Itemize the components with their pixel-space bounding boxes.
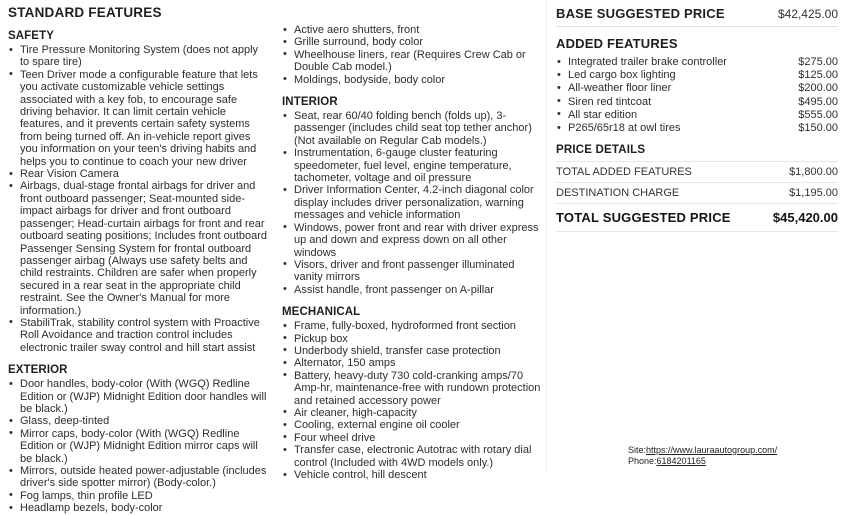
feature-item: • Glass, deep-tinted	[8, 415, 268, 427]
feature-item: • Visors, driver and front passenger illuminated vanity mirrors	[282, 259, 542, 284]
feature-list	[8, 378, 268, 514]
price-detail-row	[556, 162, 838, 183]
feature-item: • Airbags, dual-stage frontal airbags for driver and front outboard passenger; Seat-mounted side-impact airbags for driver and front outboard passenger; Head-curtain airbags for front and rear outboard seating positions; Includes front outboard Passenger Sensing System for frontal outboard passenger airbag (Always use safety belts and child restraints. Children are safer when properly secured in a rear seat in the appropriate child restraint. See the Owner's Manual for more information.)	[8, 180, 268, 316]
phone-line	[628, 456, 777, 467]
feature-item: • Teen Driver mode a configurable feature that lets you activate customizable vehicle settings associated with a key fob, to encourage safe driving behavior. It can limit certain vehicle features, and it prevents certain safety systems from being turned off. An in-vehicle report gives you information on your teen's driving habits and helps you to continue to coach your new driver	[8, 69, 268, 168]
feature-list	[8, 44, 268, 354]
added-feature-label: • All star edition	[556, 109, 637, 122]
feature-item: • Instrumentation, 6-gauge cluster featuring speedometer, fuel level, engine temperature, tachometer, voltage and oil pressure	[282, 147, 542, 184]
feature-item: • Fog lamps, thin profile LED	[8, 490, 268, 502]
feature-item: • Door handles, body-color (With (WGQ) Redline Edition or (WJP) Midnight Edition door handles will be black.)	[8, 378, 268, 415]
features-column-1-sections	[8, 30, 268, 515]
feature-item: • Four wheel drive	[282, 432, 542, 444]
feature-item: • Driver Information Center, 4.2-inch diagonal color display includes driver personalization, warning messages and vehicle information	[282, 184, 542, 221]
feature-item: • Vehicle control, hill descent	[282, 469, 542, 481]
feature-section	[8, 364, 268, 514]
added-feature-row	[556, 122, 838, 135]
column-divider	[546, 0, 547, 471]
features-column-2	[282, 5, 542, 481]
added-feature-label: • Integrated trailer brake controller	[556, 56, 727, 69]
added-features-heading: ADDED FEATURES	[556, 36, 678, 51]
added-feature-label: • All-weather floor liner	[556, 82, 671, 95]
feature-section	[282, 96, 542, 296]
feature-item: • Underbody shield, transfer case protection	[282, 345, 542, 357]
total-price-label: TOTAL SUGGESTED PRICE	[556, 210, 731, 226]
feature-item: • Air cleaner, high-capacity	[282, 407, 542, 419]
base-price-row	[556, 0, 838, 27]
added-feature-price: $150.00	[798, 122, 838, 135]
added-feature-price: $495.00	[798, 95, 838, 108]
feature-item: • Active aero shutters, front	[282, 24, 542, 36]
feature-list	[282, 320, 542, 481]
features-column-2-sections	[282, 24, 542, 481]
feature-item: • Transfer case, electronic Autotrac with rotary dial control (Included with 4WD models only.)	[282, 444, 542, 469]
feature-list	[282, 24, 542, 86]
dealer-contact	[628, 445, 777, 467]
total-price-value: $45,420.00	[772, 210, 838, 226]
added-features-list	[556, 56, 838, 135]
added-feature-price: $200.00	[798, 82, 838, 95]
feature-item: • Wheelhouse liners, rear (Requires Crew Cab or Double Cab model.)	[282, 49, 542, 74]
added-feature-price: $275.00	[798, 56, 838, 68]
added-feature-row	[556, 56, 838, 69]
price-detail-row	[556, 183, 838, 204]
feature-item: • Moldings, bodyside, body color	[282, 74, 542, 86]
price-detail-label: TOTAL ADDED FEATURES	[556, 166, 692, 179]
feature-item: • Tire Pressure Monitoring System (does not apply to spare tire)	[8, 44, 268, 69]
added-feature-price: $125.00	[798, 69, 838, 82]
feature-item: • Cooling, external engine oil cooler	[282, 419, 542, 431]
feature-item: • Battery, heavy-duty 730 cold-cranking amps/70 Amp-hr, maintenance-free with rundown protection and retained accessory power	[282, 370, 542, 407]
feature-item: • Mirrors, outside heated power-adjustable (includes driver's side spotter mirror) (Body-color.)	[8, 465, 268, 490]
feature-list	[282, 110, 542, 296]
price-details-heading: PRICE DETAILS	[556, 135, 838, 162]
site-link[interactable]: https://www.lauraautogroup.com/	[646, 445, 778, 455]
added-feature-row	[556, 96, 838, 109]
added-feature-price: $555.00	[798, 108, 838, 121]
total-suggested-price-row	[556, 204, 838, 232]
feature-item: • Seat, rear 60/40 folding bench (folds up), 3-passenger (includes child seat top tether anchor) (Not available on Regular Cab models.)	[282, 110, 542, 147]
section-heading: SAFETY	[8, 30, 54, 42]
added-feature-row	[556, 109, 838, 122]
feature-item: • Assist handle, front passenger on A-pillar	[282, 284, 542, 296]
feature-section	[8, 30, 268, 354]
feature-item: • Headlamp bezels, body-color	[8, 502, 268, 514]
added-feature-row	[556, 69, 838, 82]
feature-item: • Windows, power front and rear with driver express up and down and express down on all other windows	[282, 222, 542, 259]
site-line	[628, 445, 777, 456]
base-price-label: BASE SUGGESTED PRICE	[556, 6, 725, 21]
feature-item: • Mirror caps, body-color (With (WGQ) Redline Edition or (WJP) Midnight Edition mirror caps will be black.)	[8, 428, 268, 465]
feature-item: • StabiliTrak, stability control system with Proactive Roll Avoidance and traction control includes electronic trailer sway control and hill start assist	[8, 317, 268, 354]
feature-section	[282, 24, 542, 86]
section-heading: EXTERIOR	[8, 364, 68, 377]
added-feature-label: • Led cargo box lighting	[556, 69, 676, 82]
price-detail-value: $1,800.00	[789, 166, 838, 179]
feature-item: • Alternator, 150 amps	[282, 357, 542, 369]
added-feature-label: • Siren red tintcoat	[556, 96, 651, 109]
feature-item: • Rear Vision Camera	[8, 168, 268, 180]
phone-label: Phone:	[628, 456, 657, 466]
added-feature-row	[556, 82, 838, 95]
price-detail-value: $1,195.00	[789, 187, 838, 200]
section-heading: MECHANICAL	[282, 306, 361, 319]
pricing-panel	[556, 0, 838, 232]
added-feature-label: • P265/65r18 at owl tires	[556, 122, 681, 135]
feature-item: • Grille surround, body color	[282, 36, 542, 48]
features-column-1	[8, 5, 268, 515]
standard-features-title: STANDARD FEATURES	[8, 5, 162, 20]
base-price-value: $42,425.00	[777, 7, 838, 21]
section-heading: INTERIOR	[282, 96, 338, 109]
phone-link[interactable]: 6184201165	[656, 456, 706, 466]
feature-section	[282, 306, 542, 481]
price-detail-label: DESTINATION CHARGE	[556, 187, 680, 200]
feature-item: • Pickup box	[282, 333, 542, 345]
site-label: Site:	[628, 445, 647, 455]
price-details-rows	[556, 162, 838, 204]
feature-item: • Frame, fully-boxed, hydroformed front section	[282, 320, 542, 332]
